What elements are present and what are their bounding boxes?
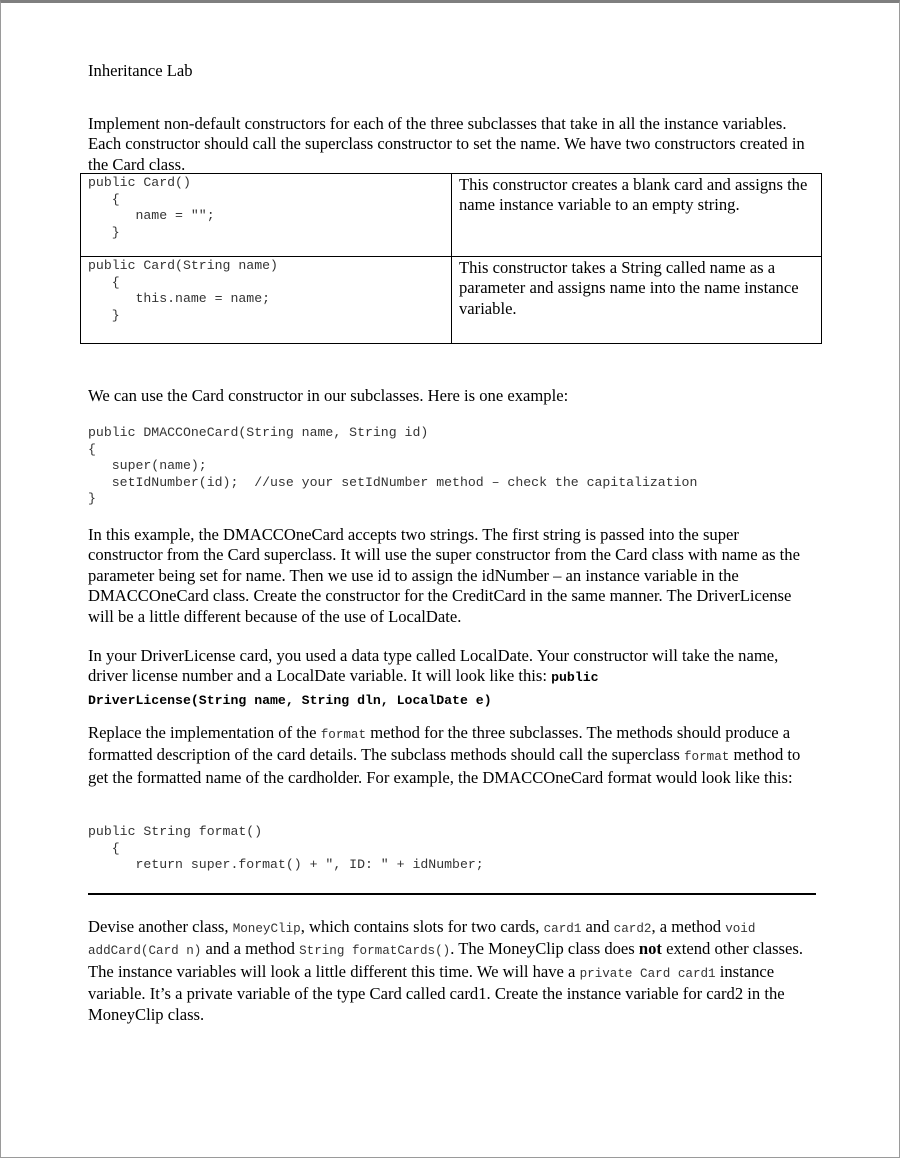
moneyclip-code-5: String formatCards() <box>299 944 451 959</box>
moneyclip-code-6: private Card card1 <box>579 966 716 981</box>
driver-license-text: In your DriverLicense card, you used a data type called LocalDate. Your constructor will take the name, driver license number and a LocalDate variable. It will look like this: <box>88 646 779 686</box>
moneyclip-text-1: Devise another class, <box>88 917 233 936</box>
horizontal-divider <box>88 893 816 895</box>
moneyclip-code-1: MoneyClip <box>232 922 301 936</box>
moneyclip-code-4: void addCard(Card n) <box>88 922 756 959</box>
format-text-3: method to get the formatted name of the cardholder. For example, the DMACCOneCard format would look like this: <box>88 745 801 787</box>
explanation-paragraph: In this example, the DMACCOneCard accepts two strings. The first string is passed into the super constructor from the Card superclass. It will use the super constructor from the Card class with name as the parameter being set for name. Then we use id to assign the idNumber – an instance variable in the DMACCOneCard class. Create the constructor for the CreditCard in the same manner. The DriverLicense will be a little different because of the use of LocalDate. <box>88 525 800 626</box>
table-cell-description: This constructor creates a blank card and assigns the name instance variable to an empty string. <box>452 174 822 257</box>
format-code-1: format <box>320 728 367 742</box>
moneyclip-text-3: and <box>581 917 614 936</box>
moneyclip-text-8: instance variable. It’s a private variable of the type Card called card1. Create the instance variable for card2 in the MoneyClip class. <box>88 961 785 1024</box>
format-paragraph <box>88 723 810 788</box>
document-title: Inheritance Lab <box>88 61 193 80</box>
driver-license-code-public: public <box>551 670 599 686</box>
format-code-2: format <box>684 750 730 765</box>
table-row <box>81 174 822 257</box>
driver-license-paragraph <box>88 646 810 711</box>
moneyclip-bold-not: not <box>638 939 662 959</box>
moneyclip-text-4: , a method <box>651 917 726 936</box>
dmacc-constructor-code: public DMACCOneCard(String name, String id) { super(name); setIdNumber(id); //use your setIdNumber method – check the capitalization } <box>88 425 698 507</box>
moneyclip-paragraph <box>88 917 814 1025</box>
moneyclip-code-3: card2 <box>613 922 652 936</box>
table-cell-description: This constructor takes a String called name as a parameter and assigns name into the name instance variable. <box>452 257 822 344</box>
example-intro: We can use the Card constructor in our subclasses. Here is one example: <box>88 386 569 405</box>
moneyclip-text-7: extend other classes. The instance variables will look a little different this time. We will have a <box>88 939 803 981</box>
table-cell-code <box>81 174 452 257</box>
intro-paragraph: Implement non-default constructors for each of the three subclasses that take in all the instance variables. Each constructor should call the superclass constructor to set the name. We have two constructors created in the Card class. <box>88 114 805 174</box>
card-default-constructor-code: public Card() { name = ""; } <box>88 175 215 240</box>
moneyclip-text-5: and a method <box>201 939 300 959</box>
moneyclip-text-6: . The MoneyClip class does <box>450 939 639 959</box>
format-method-code: public String format() { return super.format() + ", ID: " + idNumber; <box>88 824 484 873</box>
table-cell-code <box>81 257 452 344</box>
driver-license-code-signature: DriverLicense(String name, String dln, LocalDate e) <box>88 692 492 708</box>
moneyclip-text-2: , which contains slots for two cards, <box>300 917 544 936</box>
moneyclip-code-2: card1 <box>543 922 582 936</box>
table-row <box>81 257 822 344</box>
format-text-2: method for the three subclasses. The methods should produce a formatted description of the card details. The subclass methods should call the superclass <box>88 723 791 765</box>
constructor-table <box>80 173 822 344</box>
format-text-1: Replace the implementation of the <box>88 723 321 742</box>
card-name-constructor-code: public Card(String name) { this.name = name; } <box>88 258 278 323</box>
